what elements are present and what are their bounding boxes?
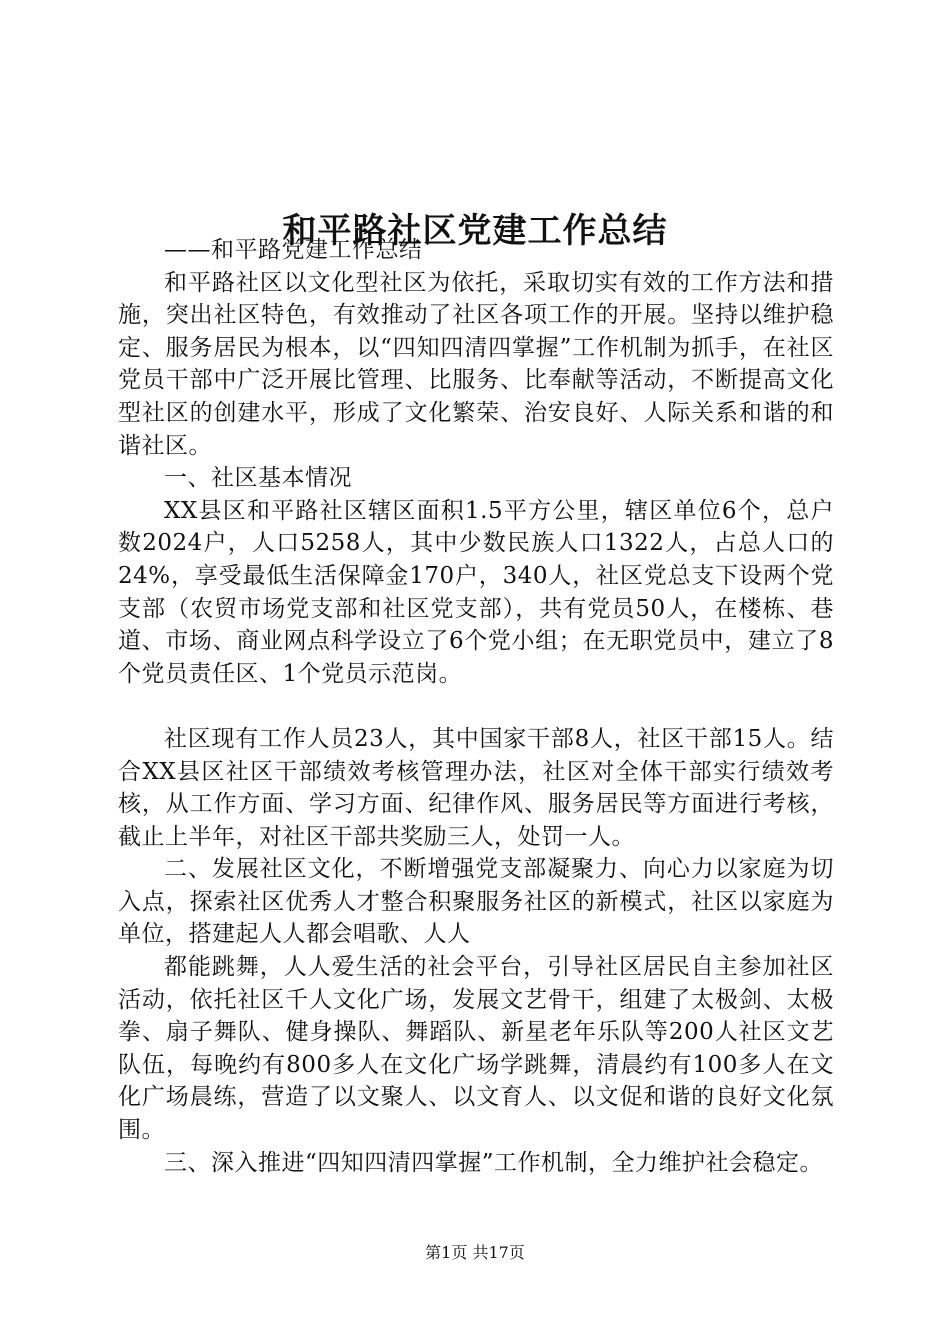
section-heading-basic-info: 一、社区基本情况 bbox=[164, 465, 352, 492]
document-subtitle: ——和平路党建工作总结 bbox=[164, 237, 423, 263]
page-footer: 第1页 共17页 bbox=[425, 1243, 525, 1262]
staff-paragraph: 社区现有工作人员23人，其中国家干部8人，社区干部15人。结合XX县区社区干部绩效考核管理办法，社区对全体干部实行绩效考核，从工作方面、学习方面、纪律作风、服务居民等方面进行考核，截止上半年，对社区干部共奖励三人，处罚一人。 bbox=[118, 725, 834, 850]
document-body bbox=[118, 234, 834, 1179]
intro-paragraph: 和平路社区以文化型社区为依托，采取切实有效的工作方法和措施，突出社区特色，有效推动了社区各项工作的开展。坚持以维护稳定、服务居民为根本，以“四知四清四掌握”工作机制为抓手，在社区党员干部中广泛开展比管理、比服务、比奉献等活动，不断提高文化型社区的创建水平，形成了文化繁荣、治安良好、人际关系和谐的和谐社区。 bbox=[118, 269, 834, 459]
document-title: 和平路社区党建工作总结 bbox=[282, 210, 668, 251]
section-heading-culture: 二、发展社区文化，不断增强党支部凝聚力、向心力以家庭为切入点，探索社区优秀人才整合积聚服务社区的新模式，社区以家庭为单位，搭建起人人都会唱歌、人人 bbox=[118, 856, 834, 948]
section-heading-stability: 三、深入推进“四知四清四掌握”工作机制，全力维护社会稳定。 bbox=[164, 1149, 824, 1176]
culture-paragraph: 都能跳舞，人人爱生活的社会平台，引导社区居民自主参加社区活动，依托社区千人文化广场，发展文艺骨干，组建了太极剑、太极拳、扇子舞队、健身操队、舞蹈队、新星老年乐队等200人社区文艺队伍，每晚约有800多人在文化广场学跳舞，清晨约有100多人在文化广场晨练，营造了以文聚人、以文育人、以文促和谐的良好文化氛围。 bbox=[118, 954, 834, 1144]
basic-info-paragraph: XX县区和平路社区辖区面积1.5平方公里，辖区单位6个，总户数2024户，人口5258人，其中少数民族人口1322人，占总人口的24%，享受最低生活保障金170户，340人，社区党总支下设两个党支部（农贸市场党支部和社区党支部），共有党员50人，在楼栋、巷道、市场、商业网点科学设立了6个党小组；在无职党员中，建立了8个党员责任区、1个党员示范岗。 bbox=[118, 497, 834, 687]
